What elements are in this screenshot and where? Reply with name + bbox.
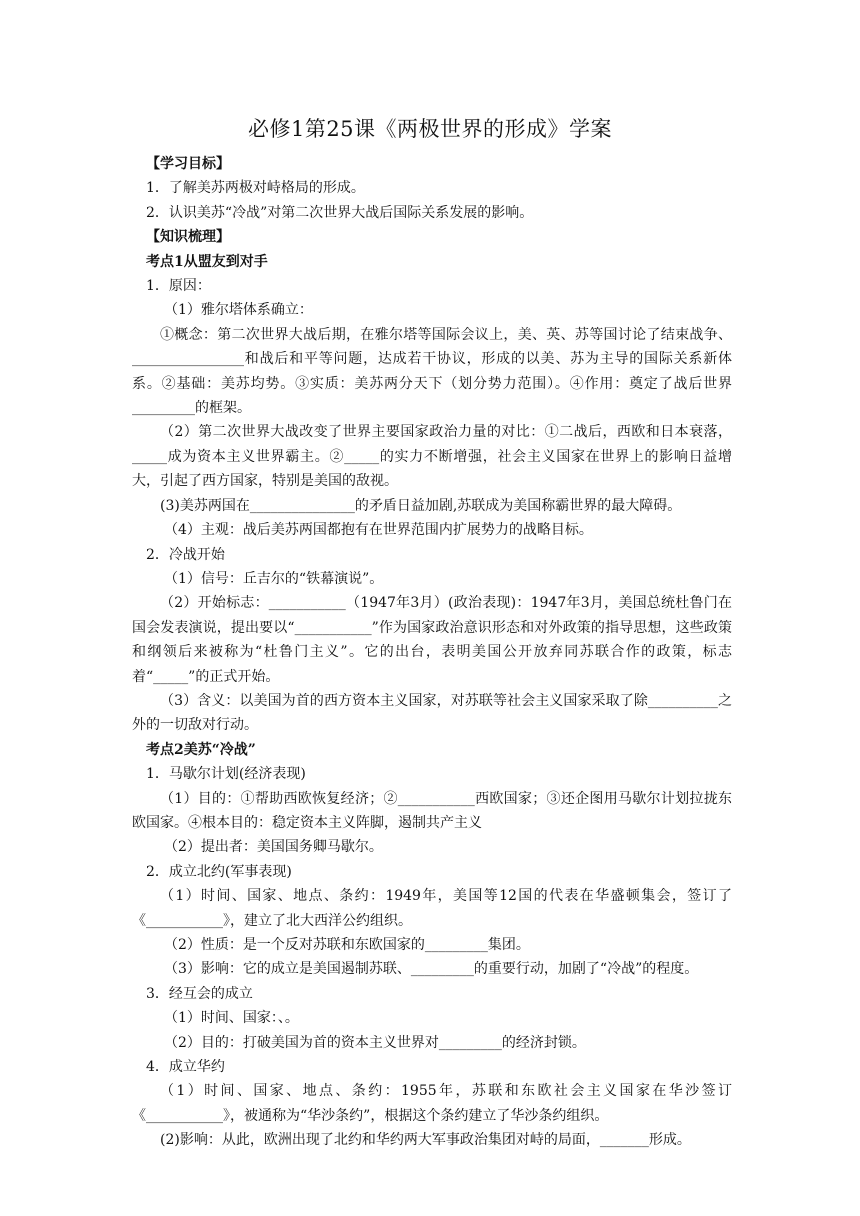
paragraph: （1）时间、国家、地点、条约：1949年，美国等12国的代表在华盛顿集会，签订了《___________》，建立了北大西洋公约组织。 [132, 888, 732, 929]
paragraph: （2）开始标志：___________（1947年3月）(政治表现)：1947年3月，美国总统杜鲁门在国会发表演说，提出要以“___________”作为国家政治意识形态和对外政策的指导思想，这些政策和纲领后来被称为“杜鲁门主义”。它的出台，表明美国公开放弃同苏联合作的政策，标志着“_____”的正式开始。 [132, 595, 732, 685]
objectives-heading: 【学习目标】 [146, 156, 230, 172]
sub-item: （2）提出者：美国国务卿马歇尔。 [164, 839, 383, 856]
page-title: 必修1第25课《两极世界的形成》学案 [247, 117, 613, 141]
point1-heading: 考点1从盟友到对手 [146, 253, 268, 270]
sub-item: （1）雅尔塔体系确立： [164, 302, 313, 319]
paragraph: （2）第二次世界大战改变了世界主要国家政治力量的对比：①二战后，西欧和日本衰落，_____成为资本主义世界霸主。②_____的实力不断增强，社会主义国家在世界上的影响日益增大，引起了西方国家，特别是美国的敌视。 [132, 424, 732, 490]
paragraph: （1）时间、国家、地点、条约：1955年，苏联和东欧社会主义国家在华沙签订《___________》，被通称为“华沙条约”，根据这个条约建立了华沙条约组织。 [132, 1083, 732, 1124]
list-item: 3．经互会的成立 [146, 985, 253, 1002]
paragraph: (2)影响：从此，欧洲出现了北约和华约两大军事政治集团对峙的局面，_______形成。 [160, 1132, 691, 1149]
paragraph: （3）含义：以美国为首的西方资本主义国家，对苏联等社会主义国家采取了除__________之外的一切敌对行动。 [132, 692, 732, 734]
document-body [132, 152, 732, 1153]
list-item: 2．冷战开始 [146, 546, 225, 563]
paragraph: (3)美苏两国在_______________的矛盾日益加剧,苏联成为美国称霸世界的最大障碍。 [160, 497, 682, 514]
list-item: 4．成立华约 [146, 1059, 225, 1076]
list-item: 1．马歇尔计划(经济表现) [146, 766, 306, 783]
sub-item: （2）性质：是一个反对苏联和东欧国家的_________集团。 [164, 937, 530, 953]
objective-item: 2．认识美苏“冷战”对第二次世界大战后国际关系发展的影响。 [146, 204, 534, 221]
sub-item: （3）影响：它的成立是美国遏制苏联、_________的重要行动，加剧了“冷战”的程度。 [164, 961, 699, 978]
sub-item: （1）时间、国家：、。 [164, 1010, 299, 1027]
list-item: 2．成立北约(军事表现) [146, 863, 292, 880]
objective-item: 1．了解美苏两极对峙格局的形成。 [146, 180, 365, 197]
list-item: 1．原因： [146, 278, 211, 295]
point2-heading: 考点2美苏“冷战” [146, 741, 256, 758]
paragraph: ①概念：第二次世界大战后期，在雅尔塔等国际会议上，美、英、苏等国讨论了结束战争、________________和战后和平等问题，达成若干协议，形成的以美、苏为主导的国际关系新体系。②基础：美苏均势。③实质：美苏两分天下（划分势力范围）。④作用：奠定了战后世界_________的框架。 [132, 326, 732, 417]
sub-item: （2）目的：打破美国为首的资本主义世界对_________的经济封锁。 [164, 1034, 586, 1051]
paragraph: （1）目的：①帮助西欧恢复经济；②___________西欧国家；③还企图用马歇尔计划拉拢东欧国家。④根本目的：稳定资本主义阵脚，遏制共产主义 [132, 790, 732, 831]
knowledge-heading: 【知识梳理】 [146, 229, 230, 246]
sub-item: （1）信号：丘吉尔的“铁幕演说”。 [164, 570, 384, 587]
sub-item: （4）主观：战后美苏两国都抱有在世界范围内扩展势力的战略目标。 [164, 522, 593, 539]
